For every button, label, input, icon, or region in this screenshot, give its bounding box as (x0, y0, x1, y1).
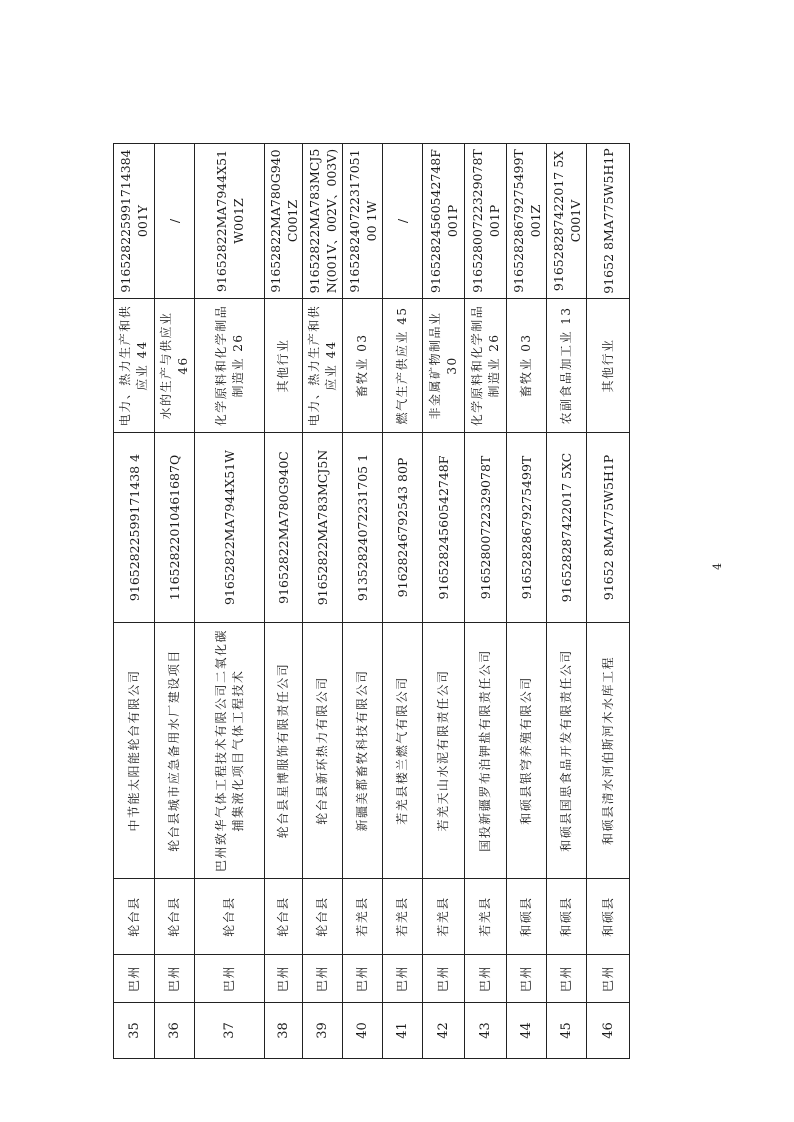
industry-cell: 化学原料和化学制品制造业 26 (195, 298, 264, 432)
table-row (155, 143, 195, 1059)
county-cell: 若羌县 (465, 878, 506, 954)
permit-number-cell: / (395, 218, 410, 224)
credit-code-cell: 91652822MA780G940C (265, 432, 302, 622)
table-viewport (113, 143, 650, 1059)
row-number: 41 (383, 1002, 422, 1058)
company-name-cell: 轮台县星博服饰有限责任公司 (265, 622, 302, 878)
table-row (465, 143, 507, 1059)
row-number: 38 (265, 1002, 302, 1058)
permit-number-cell: 91652800722329078T001P (469, 149, 502, 293)
region-cell: 巴州 (507, 954, 546, 1002)
region-cell: 巴州 (547, 954, 586, 1002)
region-cell: 巴州 (423, 954, 464, 1002)
region-cell: 巴州 (303, 954, 342, 1002)
page-number: 4 (711, 563, 724, 570)
county-cell: 轮台县 (265, 878, 302, 954)
region-cell: 巴州 (587, 954, 629, 1002)
region-cell: 巴州 (265, 954, 302, 1002)
industry-cell: 非金属矿物制品业 30 (423, 298, 464, 432)
permit-number-cell: / (167, 218, 182, 224)
permit-number-cell: 91652828679275499T001Z (510, 149, 543, 293)
permit-number-cell: 91652822MA7944X51W001Z (213, 149, 246, 293)
row-number: 45 (547, 1002, 586, 1058)
company-name-cell: 若羌县楼兰燃气有限公司 (383, 622, 422, 878)
region-cell: 巴州 (383, 954, 422, 1002)
county-cell: 轮台县 (114, 878, 154, 954)
company-name-cell: 若羌天山水泥有限责任公司 (423, 622, 464, 878)
row-number: 40 (343, 1002, 382, 1058)
credit-code-cell: 91652824560542748F (423, 432, 464, 622)
industry-cell: 水的生产与供应业 46 (155, 298, 194, 432)
region-cell: 巴州 (114, 954, 154, 1002)
region-cell: 巴州 (343, 954, 382, 1002)
table-row (587, 143, 630, 1059)
industry-cell: 畜牧业 03 (507, 298, 546, 432)
table-row (303, 143, 343, 1059)
company-name-cell: 和硕县银穹养殖有限公司 (507, 622, 546, 878)
row-number: 37 (195, 1002, 264, 1058)
county-cell: 轮台县 (155, 878, 194, 954)
credit-code-cell: 91652828679275499T (507, 432, 546, 622)
credit-code-cell: 91652800722329078T (465, 432, 506, 622)
permit-number-cell: 91652822MA780G940C001Z (267, 149, 300, 293)
credit-code-cell: 916528287422017 5XC (547, 432, 586, 622)
table-row (195, 143, 265, 1059)
table-row (507, 143, 547, 1059)
credit-code-cell: 91652822MA783MCJ5N (303, 432, 342, 622)
county-cell: 和硕县 (547, 878, 586, 954)
company-name-cell: 轮台县城市应急备用水厂建设项目 (155, 622, 194, 878)
company-name-cell: 轮台县新环热力有限公司 (303, 622, 342, 878)
row-number: 43 (465, 1002, 506, 1058)
region-cell: 巴州 (465, 954, 506, 1002)
table-row (423, 143, 465, 1059)
row-number: 35 (114, 1002, 154, 1058)
permit-number-cell: 91652824072231705100 1W (346, 149, 379, 293)
region-cell: 巴州 (195, 954, 264, 1002)
credit-code-cell: 91352824072231705 1 (343, 432, 382, 622)
credit-code-cell: 91652822599171438 4 (114, 432, 154, 622)
industry-cell: 电力、热力生产和供应业 44 (303, 298, 342, 432)
county-cell: 和硕县 (587, 878, 629, 954)
county-cell: 轮台县 (195, 878, 264, 954)
industry-cell: 农副食品加工业 13 (547, 298, 586, 432)
county-cell: 和硕县 (507, 878, 546, 954)
company-name-cell: 和硕县清水河伯斯河木水库工程 (587, 622, 629, 878)
table-row (547, 143, 587, 1059)
industry-cell: 其他行业 (265, 298, 302, 432)
row-number: 39 (303, 1002, 342, 1058)
credit-code-cell: 91628246792543 80P (383, 432, 422, 622)
table-row (113, 143, 155, 1059)
row-number: 44 (507, 1002, 546, 1058)
table-row (383, 143, 423, 1059)
region-cell: 巴州 (155, 954, 194, 1002)
permit-number-cell: 91652822MA783MCJ5N(001V、002V、003V) (306, 148, 339, 294)
county-cell: 若羌县 (343, 878, 382, 954)
company-name-cell: 中节能太阳能轮台有限公司 (114, 622, 154, 878)
industry-cell: 电力、热力生产和供应业 44 (114, 298, 154, 432)
company-name-cell: 新疆美都畜牧科技有限公司 (343, 622, 382, 878)
credit-code-cell: 91652822MA7944X51W (195, 432, 264, 622)
industry-cell: 燃气生产供应业 45 (383, 298, 422, 432)
credit-code-cell: 11652822010461687Q (155, 432, 194, 622)
credit-code-cell: 91652 8MA775W5H1P (587, 432, 629, 622)
county-cell: 若羌县 (383, 878, 422, 954)
county-cell: 轮台县 (303, 878, 342, 954)
permit-number-cell: 91652824560542748F001P (427, 149, 460, 293)
industry-cell: 化学原料和化学制品制造业 26 (465, 298, 506, 432)
row-number: 36 (155, 1002, 194, 1058)
industry-cell: 其他行业 (587, 298, 629, 432)
permit-number-cell: 916528225991714384001Y (118, 149, 150, 293)
enterprise-table (113, 143, 650, 1059)
table-row (265, 143, 303, 1059)
row-number: 42 (423, 1002, 464, 1058)
company-name-cell: 巴州致华气体工程技术有限公司二氧化碳捕集液化项目气体工程技术 (195, 622, 264, 878)
permit-number-cell: 916528287422017 5XC001V (550, 150, 583, 292)
county-cell: 若羌县 (423, 878, 464, 954)
permit-number-cell: 91652 8MA775W5H1P (600, 148, 616, 294)
company-name-cell: 和硕县国思食品开发有限责任公司 (547, 622, 586, 878)
table-row (343, 143, 383, 1059)
company-name-cell: 国投新疆罗布泊钾盐有限责任公司 (465, 622, 506, 878)
industry-cell: 畜牧业 03 (343, 298, 382, 432)
row-number: 46 (587, 1002, 629, 1058)
